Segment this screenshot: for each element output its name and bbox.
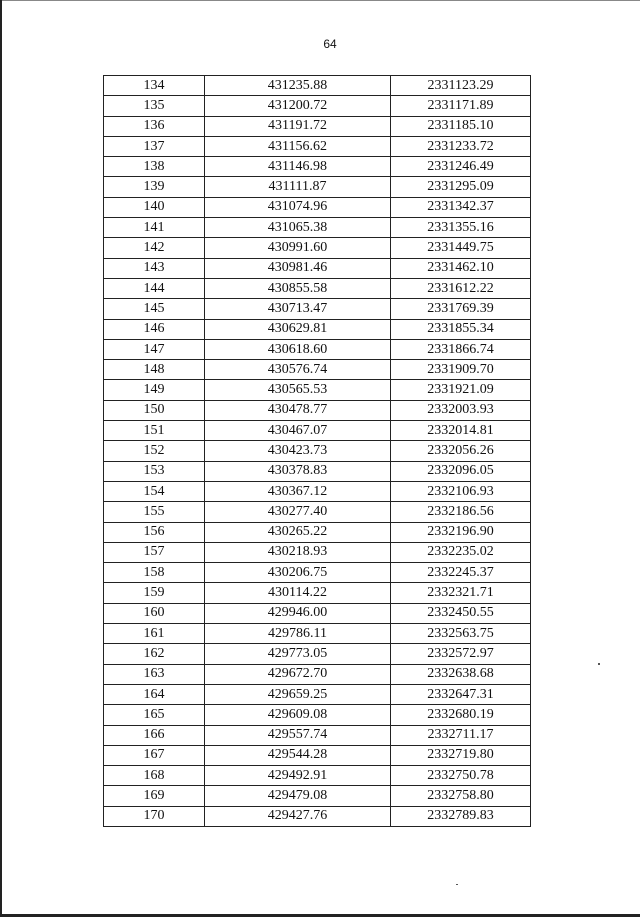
scan-edge-left xyxy=(0,0,2,917)
table-row xyxy=(104,502,531,522)
y-coordinate-cell: 2332711.17 xyxy=(391,725,531,745)
y-coordinate-cell: 2332680.19 xyxy=(391,705,531,725)
y-coordinate-cell: 2331866.74 xyxy=(391,339,531,359)
point-number-cell: 136 xyxy=(104,116,205,136)
point-number-cell: 170 xyxy=(104,806,205,826)
y-coordinate-cell: 2332758.80 xyxy=(391,786,531,806)
x-coordinate-cell: 429609.08 xyxy=(205,705,391,725)
point-number-cell: 161 xyxy=(104,624,205,644)
y-coordinate-cell: 2331295.09 xyxy=(391,177,531,197)
y-coordinate-cell: 2331342.37 xyxy=(391,197,531,217)
x-coordinate-cell: 431111.87 xyxy=(205,177,391,197)
table-row xyxy=(104,421,531,441)
table-row xyxy=(104,684,531,704)
table-row xyxy=(104,603,531,623)
x-coordinate-cell: 430265.22 xyxy=(205,522,391,542)
y-coordinate-cell: 2331123.29 xyxy=(391,76,531,96)
y-coordinate-cell: 2331921.09 xyxy=(391,380,531,400)
x-coordinate-cell: 430206.75 xyxy=(205,563,391,583)
table-row xyxy=(104,522,531,542)
table-row xyxy=(104,766,531,786)
x-coordinate-cell: 430618.60 xyxy=(205,339,391,359)
x-coordinate-cell: 429479.08 xyxy=(205,786,391,806)
x-coordinate-cell: 430218.93 xyxy=(205,542,391,562)
y-coordinate-cell: 2332106.93 xyxy=(391,481,531,501)
y-coordinate-cell: 2332245.37 xyxy=(391,563,531,583)
x-coordinate-cell: 429557.74 xyxy=(205,725,391,745)
table-row xyxy=(104,96,531,116)
y-coordinate-cell: 2331449.75 xyxy=(391,238,531,258)
coordinates-table xyxy=(103,75,531,827)
y-coordinate-cell: 2331855.34 xyxy=(391,319,531,339)
table-row xyxy=(104,624,531,644)
x-coordinate-cell: 430629.81 xyxy=(205,319,391,339)
x-coordinate-cell: 431191.72 xyxy=(205,116,391,136)
scan-speck xyxy=(598,663,600,665)
x-coordinate-cell: 429544.28 xyxy=(205,745,391,765)
y-coordinate-cell: 2332638.68 xyxy=(391,664,531,684)
table-row xyxy=(104,258,531,278)
point-number-cell: 163 xyxy=(104,664,205,684)
page-number: 64 xyxy=(323,37,337,51)
y-coordinate-cell: 2331233.72 xyxy=(391,136,531,156)
x-coordinate-cell: 431200.72 xyxy=(205,96,391,116)
point-number-cell: 139 xyxy=(104,177,205,197)
y-coordinate-cell: 2332321.71 xyxy=(391,583,531,603)
point-number-cell: 143 xyxy=(104,258,205,278)
table-row xyxy=(104,136,531,156)
point-number-cell: 156 xyxy=(104,522,205,542)
table-row xyxy=(104,745,531,765)
point-number-cell: 154 xyxy=(104,481,205,501)
table-row xyxy=(104,339,531,359)
table-row xyxy=(104,644,531,664)
point-number-cell: 167 xyxy=(104,745,205,765)
y-coordinate-cell: 2331185.10 xyxy=(391,116,531,136)
table-row xyxy=(104,278,531,298)
y-coordinate-cell: 2332789.83 xyxy=(391,806,531,826)
table-row xyxy=(104,725,531,745)
x-coordinate-cell: 429786.11 xyxy=(205,624,391,644)
point-number-cell: 146 xyxy=(104,319,205,339)
y-coordinate-cell: 2332563.75 xyxy=(391,624,531,644)
point-number-cell: 138 xyxy=(104,157,205,177)
x-coordinate-cell: 431074.96 xyxy=(205,197,391,217)
x-coordinate-cell: 430565.53 xyxy=(205,380,391,400)
table-row xyxy=(104,197,531,217)
x-coordinate-cell: 429773.05 xyxy=(205,644,391,664)
point-number-cell: 151 xyxy=(104,421,205,441)
table-row xyxy=(104,319,531,339)
y-coordinate-cell: 2332096.05 xyxy=(391,461,531,481)
table-row xyxy=(104,461,531,481)
point-number-cell: 137 xyxy=(104,136,205,156)
x-coordinate-cell: 430855.58 xyxy=(205,278,391,298)
table-row xyxy=(104,563,531,583)
y-coordinate-cell: 2331769.39 xyxy=(391,299,531,319)
table-row xyxy=(104,380,531,400)
point-number-cell: 165 xyxy=(104,705,205,725)
y-coordinate-cell: 2332186.56 xyxy=(391,502,531,522)
x-coordinate-cell: 430423.73 xyxy=(205,441,391,461)
y-coordinate-cell: 2331171.89 xyxy=(391,96,531,116)
x-coordinate-cell: 431146.98 xyxy=(205,157,391,177)
point-number-cell: 144 xyxy=(104,278,205,298)
x-coordinate-cell: 430981.46 xyxy=(205,258,391,278)
point-number-cell: 149 xyxy=(104,380,205,400)
x-coordinate-cell: 430367.12 xyxy=(205,481,391,501)
point-number-cell: 153 xyxy=(104,461,205,481)
table-row xyxy=(104,481,531,501)
x-coordinate-cell: 429946.00 xyxy=(205,603,391,623)
table-row xyxy=(104,299,531,319)
y-coordinate-cell: 2331612.22 xyxy=(391,278,531,298)
x-coordinate-cell: 430576.74 xyxy=(205,360,391,380)
point-number-cell: 158 xyxy=(104,563,205,583)
x-coordinate-cell: 430378.83 xyxy=(205,461,391,481)
y-coordinate-cell: 2332750.78 xyxy=(391,766,531,786)
y-coordinate-cell: 2332647.31 xyxy=(391,684,531,704)
x-coordinate-cell: 429492.91 xyxy=(205,766,391,786)
x-coordinate-cell: 431235.88 xyxy=(205,76,391,96)
table-row xyxy=(104,786,531,806)
y-coordinate-cell: 2332056.26 xyxy=(391,441,531,461)
table-row xyxy=(104,157,531,177)
point-number-cell: 155 xyxy=(104,502,205,522)
table-row xyxy=(104,116,531,136)
point-number-cell: 162 xyxy=(104,644,205,664)
point-number-cell: 152 xyxy=(104,441,205,461)
y-coordinate-cell: 2332196.90 xyxy=(391,522,531,542)
y-coordinate-cell: 2331462.10 xyxy=(391,258,531,278)
x-coordinate-cell: 430467.07 xyxy=(205,421,391,441)
table-row xyxy=(104,441,531,461)
x-coordinate-cell: 430713.47 xyxy=(205,299,391,319)
table-row xyxy=(104,542,531,562)
y-coordinate-cell: 2332014.81 xyxy=(391,421,531,441)
x-coordinate-cell: 430991.60 xyxy=(205,238,391,258)
x-coordinate-cell: 429427.76 xyxy=(205,806,391,826)
table-row xyxy=(104,583,531,603)
point-number-cell: 164 xyxy=(104,684,205,704)
table-row xyxy=(104,218,531,238)
x-coordinate-cell: 431156.62 xyxy=(205,136,391,156)
point-number-cell: 145 xyxy=(104,299,205,319)
y-coordinate-cell: 2331246.49 xyxy=(391,157,531,177)
y-coordinate-cell: 2332572.97 xyxy=(391,644,531,664)
y-coordinate-cell: 2332235.02 xyxy=(391,542,531,562)
coordinates-table-body xyxy=(104,76,531,827)
point-number-cell: 135 xyxy=(104,96,205,116)
table-row xyxy=(104,400,531,420)
point-number-cell: 140 xyxy=(104,197,205,217)
table-row xyxy=(104,177,531,197)
point-number-cell: 142 xyxy=(104,238,205,258)
point-number-cell: 166 xyxy=(104,725,205,745)
x-coordinate-cell: 430478.77 xyxy=(205,400,391,420)
scan-edge-top xyxy=(0,0,640,1)
x-coordinate-cell: 429672.70 xyxy=(205,664,391,684)
point-number-cell: 148 xyxy=(104,360,205,380)
y-coordinate-cell: 2332003.93 xyxy=(391,400,531,420)
point-number-cell: 157 xyxy=(104,542,205,562)
table-row xyxy=(104,664,531,684)
scan-speck xyxy=(456,884,458,885)
point-number-cell: 147 xyxy=(104,339,205,359)
x-coordinate-cell: 429659.25 xyxy=(205,684,391,704)
point-number-cell: 150 xyxy=(104,400,205,420)
y-coordinate-cell: 2332719.80 xyxy=(391,745,531,765)
point-number-cell: 134 xyxy=(104,76,205,96)
table-row xyxy=(104,806,531,826)
x-coordinate-cell: 431065.38 xyxy=(205,218,391,238)
point-number-cell: 169 xyxy=(104,786,205,806)
y-coordinate-cell: 2331355.16 xyxy=(391,218,531,238)
point-number-cell: 160 xyxy=(104,603,205,623)
point-number-cell: 141 xyxy=(104,218,205,238)
table-row xyxy=(104,238,531,258)
y-coordinate-cell: 2331909.70 xyxy=(391,360,531,380)
x-coordinate-cell: 430277.40 xyxy=(205,502,391,522)
table-row xyxy=(104,360,531,380)
x-coordinate-cell: 430114.22 xyxy=(205,583,391,603)
table-row xyxy=(104,705,531,725)
point-number-cell: 159 xyxy=(104,583,205,603)
table-row xyxy=(104,76,531,96)
point-number-cell: 168 xyxy=(104,766,205,786)
y-coordinate-cell: 2332450.55 xyxy=(391,603,531,623)
